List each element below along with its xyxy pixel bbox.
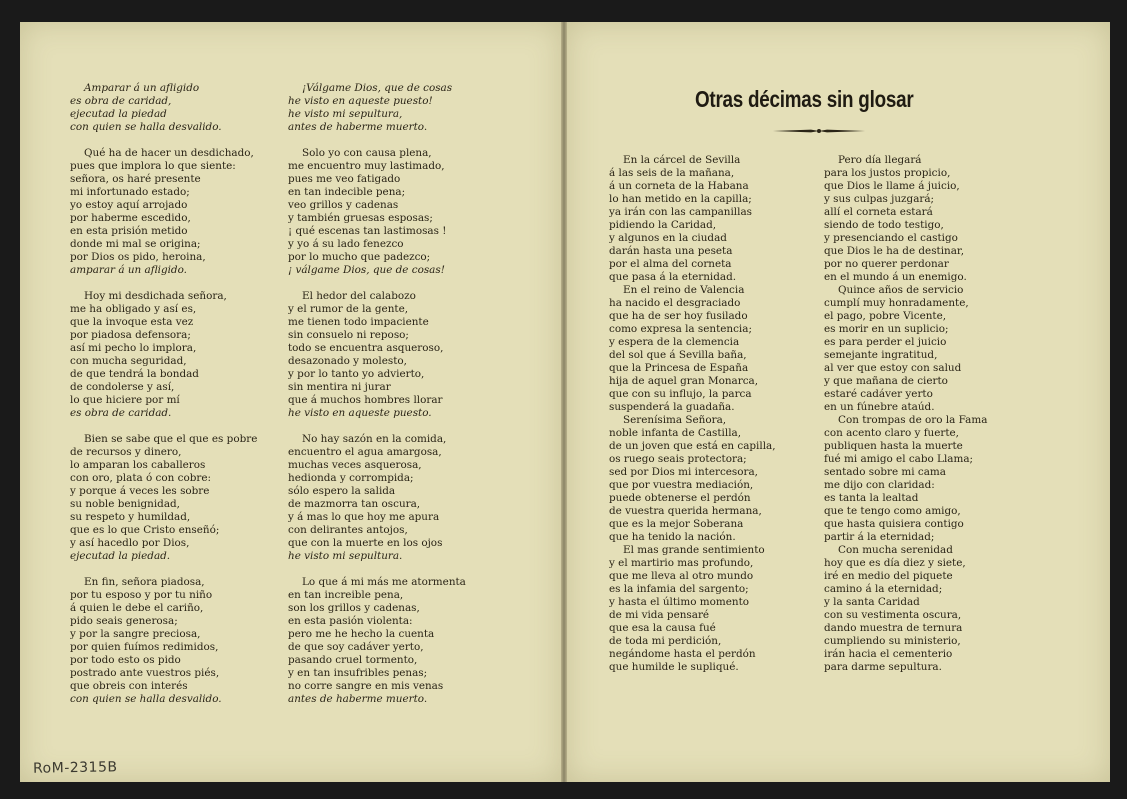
- verse-line: y también gruesas esposas;: [288, 212, 433, 224]
- verse-line: que Dios le ha de destinar,: [824, 245, 965, 257]
- verse-line: y el rumor de la gente,: [288, 303, 409, 315]
- verse-line: que me lleva al otro mundo: [609, 570, 754, 582]
- verse-line: en un fúnebre ataúd.: [824, 401, 935, 413]
- verse-line: darán hasta una peseta: [609, 245, 733, 257]
- verse-line: y el martirio mas profundo,: [609, 557, 754, 569]
- verse-line: para los justos propicio,: [824, 167, 951, 179]
- verse-line: y hasta el último momento: [609, 596, 749, 608]
- verse-line: es para perder el juicio: [824, 336, 947, 348]
- verse-line: que pasa á la eternidad.: [609, 271, 737, 283]
- verse-line: puede obtenerse el perdón: [609, 492, 751, 504]
- poem-column-left-1: [70, 82, 257, 706]
- verse-line: que humilde le supliqué.: [609, 661, 739, 673]
- verse-line: lo amparan los caballeros: [70, 459, 206, 471]
- verse-line: fué mi amigo el cabo Llama;: [824, 453, 974, 465]
- verse-line: yo estoy aquí arrojado: [70, 199, 188, 211]
- verse-line: Pero día llegará: [838, 154, 922, 166]
- verse-line: que hasta quisiera contigo: [824, 518, 964, 530]
- poem-column-right-1: [609, 154, 776, 674]
- verse-line: no corre sangre en mis venas: [288, 680, 444, 692]
- verse-line: lo han metido en la capilla;: [609, 193, 752, 205]
- verse-line: que con su influjo, la parca: [609, 388, 752, 400]
- verse-line: El hedor del calabozo: [302, 290, 416, 302]
- verse-line: en esta prisión metido: [70, 225, 188, 237]
- verse-line: que á muchos hombres llorar: [288, 394, 443, 406]
- verse-line: de recursos y dinero,: [70, 446, 182, 458]
- verse-line: hija de aquel gran Monarca,: [609, 375, 759, 387]
- poem-column-right-2: [824, 154, 987, 674]
- verse-line: siendo de todo testigo,: [824, 219, 944, 231]
- verse-line: pasando cruel tormento,: [288, 654, 418, 666]
- verse-line: El mas grande sentimiento: [623, 544, 765, 556]
- verse-line: me ha obligado y así es,: [70, 303, 197, 315]
- stanza-gap: [70, 134, 257, 147]
- verse-line: y que mañana de cierto: [824, 375, 948, 387]
- verse-line: Qué ha de hacer un desdichado,: [84, 147, 254, 159]
- verse-line: por Dios os pido, heroina,: [70, 251, 206, 263]
- verse-line: por tu esposo y por tu niño: [70, 589, 213, 601]
- verse-line: y por la sangre preciosa,: [70, 628, 201, 640]
- verse-line: con quien se halla desvalido.: [70, 121, 222, 133]
- verse-line: En la cárcel de Sevilla: [623, 154, 741, 166]
- verse-line: en esta pasión violenta:: [288, 615, 413, 627]
- verse-line: semejante ingratitud,: [824, 349, 938, 361]
- verse-line: á un corneta de la Habana: [609, 180, 749, 192]
- verse-line: Quince años de servicio: [838, 284, 964, 296]
- verse-line: postrado ante vuestros piés,: [70, 667, 220, 679]
- verse-line: su respeto y humildad,: [70, 511, 191, 523]
- verse-line: y sus culpas juzgará;: [824, 193, 935, 205]
- archive-stamp: RoM-2315B: [32, 759, 118, 777]
- verse-line: señora, os haré presente: [70, 173, 201, 185]
- verse-line: por haberme escedido,: [70, 212, 191, 224]
- verse-line: y yo á su lado fenezco: [288, 238, 404, 250]
- verse-line: sin mentira ni jurar: [288, 381, 391, 393]
- verse-line: y la santa Caridad: [824, 596, 920, 608]
- stanza-gap: [70, 420, 257, 433]
- verse-line: publiquen hasta la muerte: [824, 440, 963, 452]
- verse-line: pido seais generosa;: [70, 615, 178, 627]
- verse-line: sólo espero la salida: [288, 485, 396, 497]
- verse-line: pues me veo fatigado: [288, 173, 401, 185]
- stanza-gap: [288, 420, 466, 433]
- verse-line: irán hacia el cementerio: [824, 648, 953, 660]
- verse-line: os ruego seais protectora;: [609, 453, 747, 465]
- verse-line: que la invoque esta vez: [70, 316, 194, 328]
- verse-line: En fin, señora piadosa,: [84, 576, 205, 588]
- verse-line: antes de haberme muerto.: [288, 693, 428, 705]
- verse-line: del sol que á Sevilla baña,: [609, 349, 747, 361]
- verse-line: me encuentro muy lastimado,: [288, 160, 445, 172]
- verse-line: que ha tenido la nación.: [609, 531, 736, 543]
- verse-line: y por lo tanto yo advierto,: [288, 368, 425, 380]
- verse-line: antes de haberme muerto.: [288, 121, 428, 133]
- verse-line: y á mas lo que hoy me apura: [288, 511, 440, 523]
- verse-line: de condolerse y así,: [70, 381, 175, 393]
- verse-line: mi infortunado estado;: [70, 186, 190, 198]
- verse-line: he visto en aqueste puesto.: [288, 407, 432, 419]
- verse-line: que obreis con interés: [70, 680, 188, 692]
- verse-line: En el reino de Valencia: [623, 284, 745, 296]
- poem-column-left-2: [288, 82, 466, 706]
- verse-line: y espera de la clemencia: [609, 336, 740, 348]
- verse-line: suspenderá la guadaña.: [609, 401, 735, 413]
- verse-line: ejecutad la piedad: [70, 108, 167, 120]
- verse-line: sentado sobre mi cama: [824, 466, 946, 478]
- verse-line: he visto mi sepultura,: [288, 108, 403, 120]
- verse-line: así mi pecho lo implora,: [70, 342, 197, 354]
- verse-line: estaré cadáver yerto: [824, 388, 933, 400]
- verse-line: ¡Válgame Dios, que de cosas: [302, 82, 453, 94]
- verse-line: amparar á un afligido.: [70, 264, 187, 276]
- verse-line: cumplí muy honradamente,: [824, 297, 969, 309]
- verse-line: que ha de ser hoy fusilado: [609, 310, 748, 322]
- verse-line: que te tengo como amigo,: [824, 505, 961, 517]
- verse-line: de vuestra querida hermana,: [609, 505, 762, 517]
- verse-line: y porque á veces les sobre: [70, 485, 210, 497]
- stanza-gap: [70, 277, 257, 290]
- verse-line: veo grillos y cadenas: [288, 199, 399, 211]
- verse-line: hedionda y corrompida;: [288, 472, 414, 484]
- verse-line: Amparar á un afligido: [84, 82, 200, 94]
- verse-line: Lo que á mi más me atormenta: [302, 576, 466, 588]
- verse-line: con mucha seguridad,: [70, 355, 187, 367]
- verse-line: me tienen todo impaciente: [288, 316, 429, 328]
- verse-line: al ver que estoy con salud: [824, 362, 962, 374]
- verse-line: donde mi mal se origina;: [70, 238, 201, 250]
- verse-line: ejecutad la piedad.: [70, 550, 171, 562]
- verse-line: y presenciando el castigo: [824, 232, 958, 244]
- verse-line: iré en medio del piquete: [824, 570, 953, 582]
- verse-line: de que soy cadáver yerto,: [288, 641, 424, 653]
- verse-line: sin consuelo ni reposo;: [288, 329, 409, 341]
- verse-line: con quien se halla desvalido.: [70, 693, 222, 705]
- verse-line: Con mucha serenidad: [838, 544, 953, 556]
- verse-line: he visto mi sepultura.: [288, 550, 403, 562]
- verse-line: noble infanta de Castilla,: [609, 427, 742, 439]
- verse-line: ha nacido el desgraciado: [609, 297, 741, 309]
- verse-line: negándome hasta el perdón: [609, 648, 756, 660]
- section-title: Otras décimas sin glosar: [695, 86, 914, 112]
- verse-line: por quien fuímos redimidos,: [70, 641, 219, 653]
- stanza-gap: [288, 277, 466, 290]
- verse-line: es obra de caridad,: [70, 95, 172, 107]
- verse-line: con acento claro y fuerte,: [824, 427, 959, 439]
- verse-line: y así hacedlo por Dios,: [70, 537, 190, 549]
- verse-line: Con trompas de oro la Fama: [838, 414, 988, 426]
- verse-line: y en tan insufribles penas;: [288, 667, 428, 679]
- verse-line: ¡ qué escenas tan lastimosas !: [288, 225, 447, 237]
- verse-line: me dijo con claridad:: [824, 479, 935, 491]
- verse-line: es obra de caridad.: [70, 407, 172, 419]
- verse-line: con su vestimenta oscura,: [824, 609, 962, 621]
- title-ornament: [773, 128, 865, 134]
- verse-line: son los grillos y cadenas,: [288, 602, 420, 614]
- verse-line: Hoy mi desdichada señora,: [84, 290, 227, 302]
- verse-line: que es lo que Cristo enseñó;: [70, 524, 220, 536]
- verse-line: cumpliendo su ministerio,: [824, 635, 961, 647]
- verse-line: de mazmorra tan oscura,: [288, 498, 421, 510]
- verse-line: con delirantes antojos,: [288, 524, 408, 536]
- verse-line: pidiendo la Caridad,: [609, 219, 717, 231]
- verse-line: en el mundo á un enemigo.: [824, 271, 967, 283]
- verse-line: he visto en aqueste puesto!: [288, 95, 433, 107]
- stanza-gap: [70, 563, 257, 576]
- verse-line: Bien se sabe que el que es pobre: [84, 433, 258, 445]
- verse-line: Solo yo con causa plena,: [302, 147, 432, 159]
- verse-line: Serenísima Señora,: [623, 414, 727, 426]
- verse-line: en tan indecible pena;: [288, 186, 406, 198]
- stanza-gap: [288, 134, 466, 147]
- verse-line: que con la muerte en los ojos: [288, 537, 443, 549]
- verse-line: de que tendrá la bondad: [70, 368, 199, 380]
- verse-line: por piadosa defensora;: [70, 329, 191, 341]
- stanza-gap: [288, 563, 466, 576]
- verse-line: dando muestra de ternura: [824, 622, 963, 634]
- verse-line: el pago, pobre Vicente,: [824, 310, 947, 322]
- verse-line: por todo esto os pido: [70, 654, 181, 666]
- verse-line: que la Princesa de España: [609, 362, 749, 374]
- verse-line: á las seis de la mañana,: [609, 167, 735, 179]
- verse-line: camino á la eternidad;: [824, 583, 943, 595]
- verse-line: para darme sepultura.: [824, 661, 942, 673]
- verse-line: No hay sazón en la comida,: [302, 433, 447, 445]
- verse-line: su noble benignidad,: [70, 498, 180, 510]
- verse-line: ya irán con las campanillas: [609, 206, 752, 218]
- verse-line: ¡ válgame Dios, que de cosas!: [288, 264, 445, 276]
- verse-line: sed por Dios mi intercesora,: [609, 466, 758, 478]
- verse-line: por el alma del corneta: [609, 258, 732, 270]
- verse-line: es morir en un suplicio;: [824, 323, 949, 335]
- verse-line: y algunos en la ciudad: [609, 232, 727, 244]
- verse-line: muchas veces asquerosa,: [288, 459, 422, 471]
- verse-line: por no querer perdonar: [824, 258, 949, 270]
- verse-line: lo que hiciere por mí: [70, 394, 180, 406]
- verse-line: que por vuestra mediación,: [609, 479, 754, 491]
- verse-line: de mi vida pensaré: [609, 609, 710, 621]
- verse-line: en tan increible pena,: [288, 589, 404, 601]
- verse-line: de toda mi perdición,: [609, 635, 722, 647]
- verse-line: á quien le debe el cariño,: [70, 602, 204, 614]
- verse-line: encuentro el agua amargosa,: [288, 446, 442, 458]
- verse-line: que Dios le llame á juicio,: [824, 180, 960, 192]
- verse-line: por lo mucho que padezco;: [288, 251, 431, 263]
- verse-line: de un joven que está en capilla,: [609, 440, 776, 452]
- verse-line: hoy que es día diez y siete,: [824, 557, 966, 569]
- verse-line: partir á la eternidad;: [824, 531, 935, 543]
- verse-line: todo se encuentra asqueroso,: [288, 342, 444, 354]
- verse-line: con oro, plata ó con cobre:: [70, 472, 211, 484]
- verse-line: pues que implora lo que siente:: [70, 160, 236, 172]
- verse-line: es la infamia del sargento;: [609, 583, 749, 595]
- verse-line: desazonado y molesto,: [288, 355, 407, 367]
- verse-line: que esa la causa fué: [609, 622, 716, 634]
- verse-line: es tanta la lealtad: [824, 492, 919, 504]
- verse-line: pero me he hecho la cuenta: [288, 628, 435, 640]
- verse-line: allí el corneta estará: [824, 206, 933, 218]
- verse-line: como expresa la sentencia;: [609, 323, 752, 335]
- verse-line: que es la mejor Soberana: [609, 518, 744, 530]
